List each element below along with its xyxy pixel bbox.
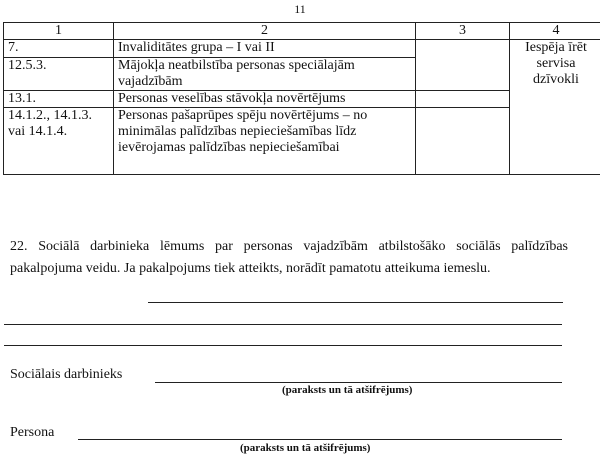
table-header-row [4, 23, 600, 40]
reason-line[interactable] [4, 345, 562, 346]
page-number: 11 [294, 2, 306, 16]
column-4-note [510, 40, 600, 175]
person-signature-caption: (paraksts un tā atšifrējums) [240, 442, 371, 454]
column-header-2: 2 [114, 23, 416, 40]
row-code: 7. [4, 40, 114, 58]
column-3-cell [416, 108, 510, 175]
row-text: Personas pašaprūpes spēju novērtējums – no minimālas palīdzības nepieciešamības līdz ievērojamas palīdzības nepieciešamībai [114, 108, 416, 175]
column-3-cell [416, 40, 510, 91]
service-apartment-note: Iespēja īrēt servisa dzīvokli [525, 40, 587, 87]
person-label: Persona [10, 425, 55, 440]
column-header-4: 4 [510, 23, 600, 40]
social-worker-signature-caption: (paraksts un tā atšifrējums) [282, 384, 413, 396]
assessment-table [3, 22, 600, 175]
column-header-1: 1 [4, 23, 114, 40]
row-text: Mājokļa neatbilstība personas speciālajām vajadzībām [114, 58, 416, 91]
decision-paragraph: 22. Sociālā darbinieka lēmums par personas vajadzībām atbilstošāko sociālās palīdzības pakalpojuma veidu. Ja pakalpojums tiek atteikts, norādīt pamatotu atteikuma iemeslu. [10, 239, 568, 276]
person-signature-line[interactable] [78, 439, 562, 440]
row-text: Invaliditātes grupa – I vai II [114, 40, 416, 58]
row-text: Personas veselības stāvokļa novērtējums [114, 91, 416, 108]
reason-line[interactable] [148, 302, 563, 303]
social-worker-signature-line[interactable] [155, 382, 562, 383]
row-code: 12.5.3. [4, 58, 114, 91]
reason-line[interactable] [4, 324, 562, 325]
column-header-3: 3 [416, 23, 510, 40]
row-code: 13.1. [4, 91, 114, 108]
column-3-cell [416, 91, 510, 108]
table-row [4, 40, 600, 58]
social-worker-label: Sociālais darbinieks [10, 367, 123, 382]
row-code: 14.1.2., 14.1.3. vai 14.1.4. [4, 108, 114, 175]
